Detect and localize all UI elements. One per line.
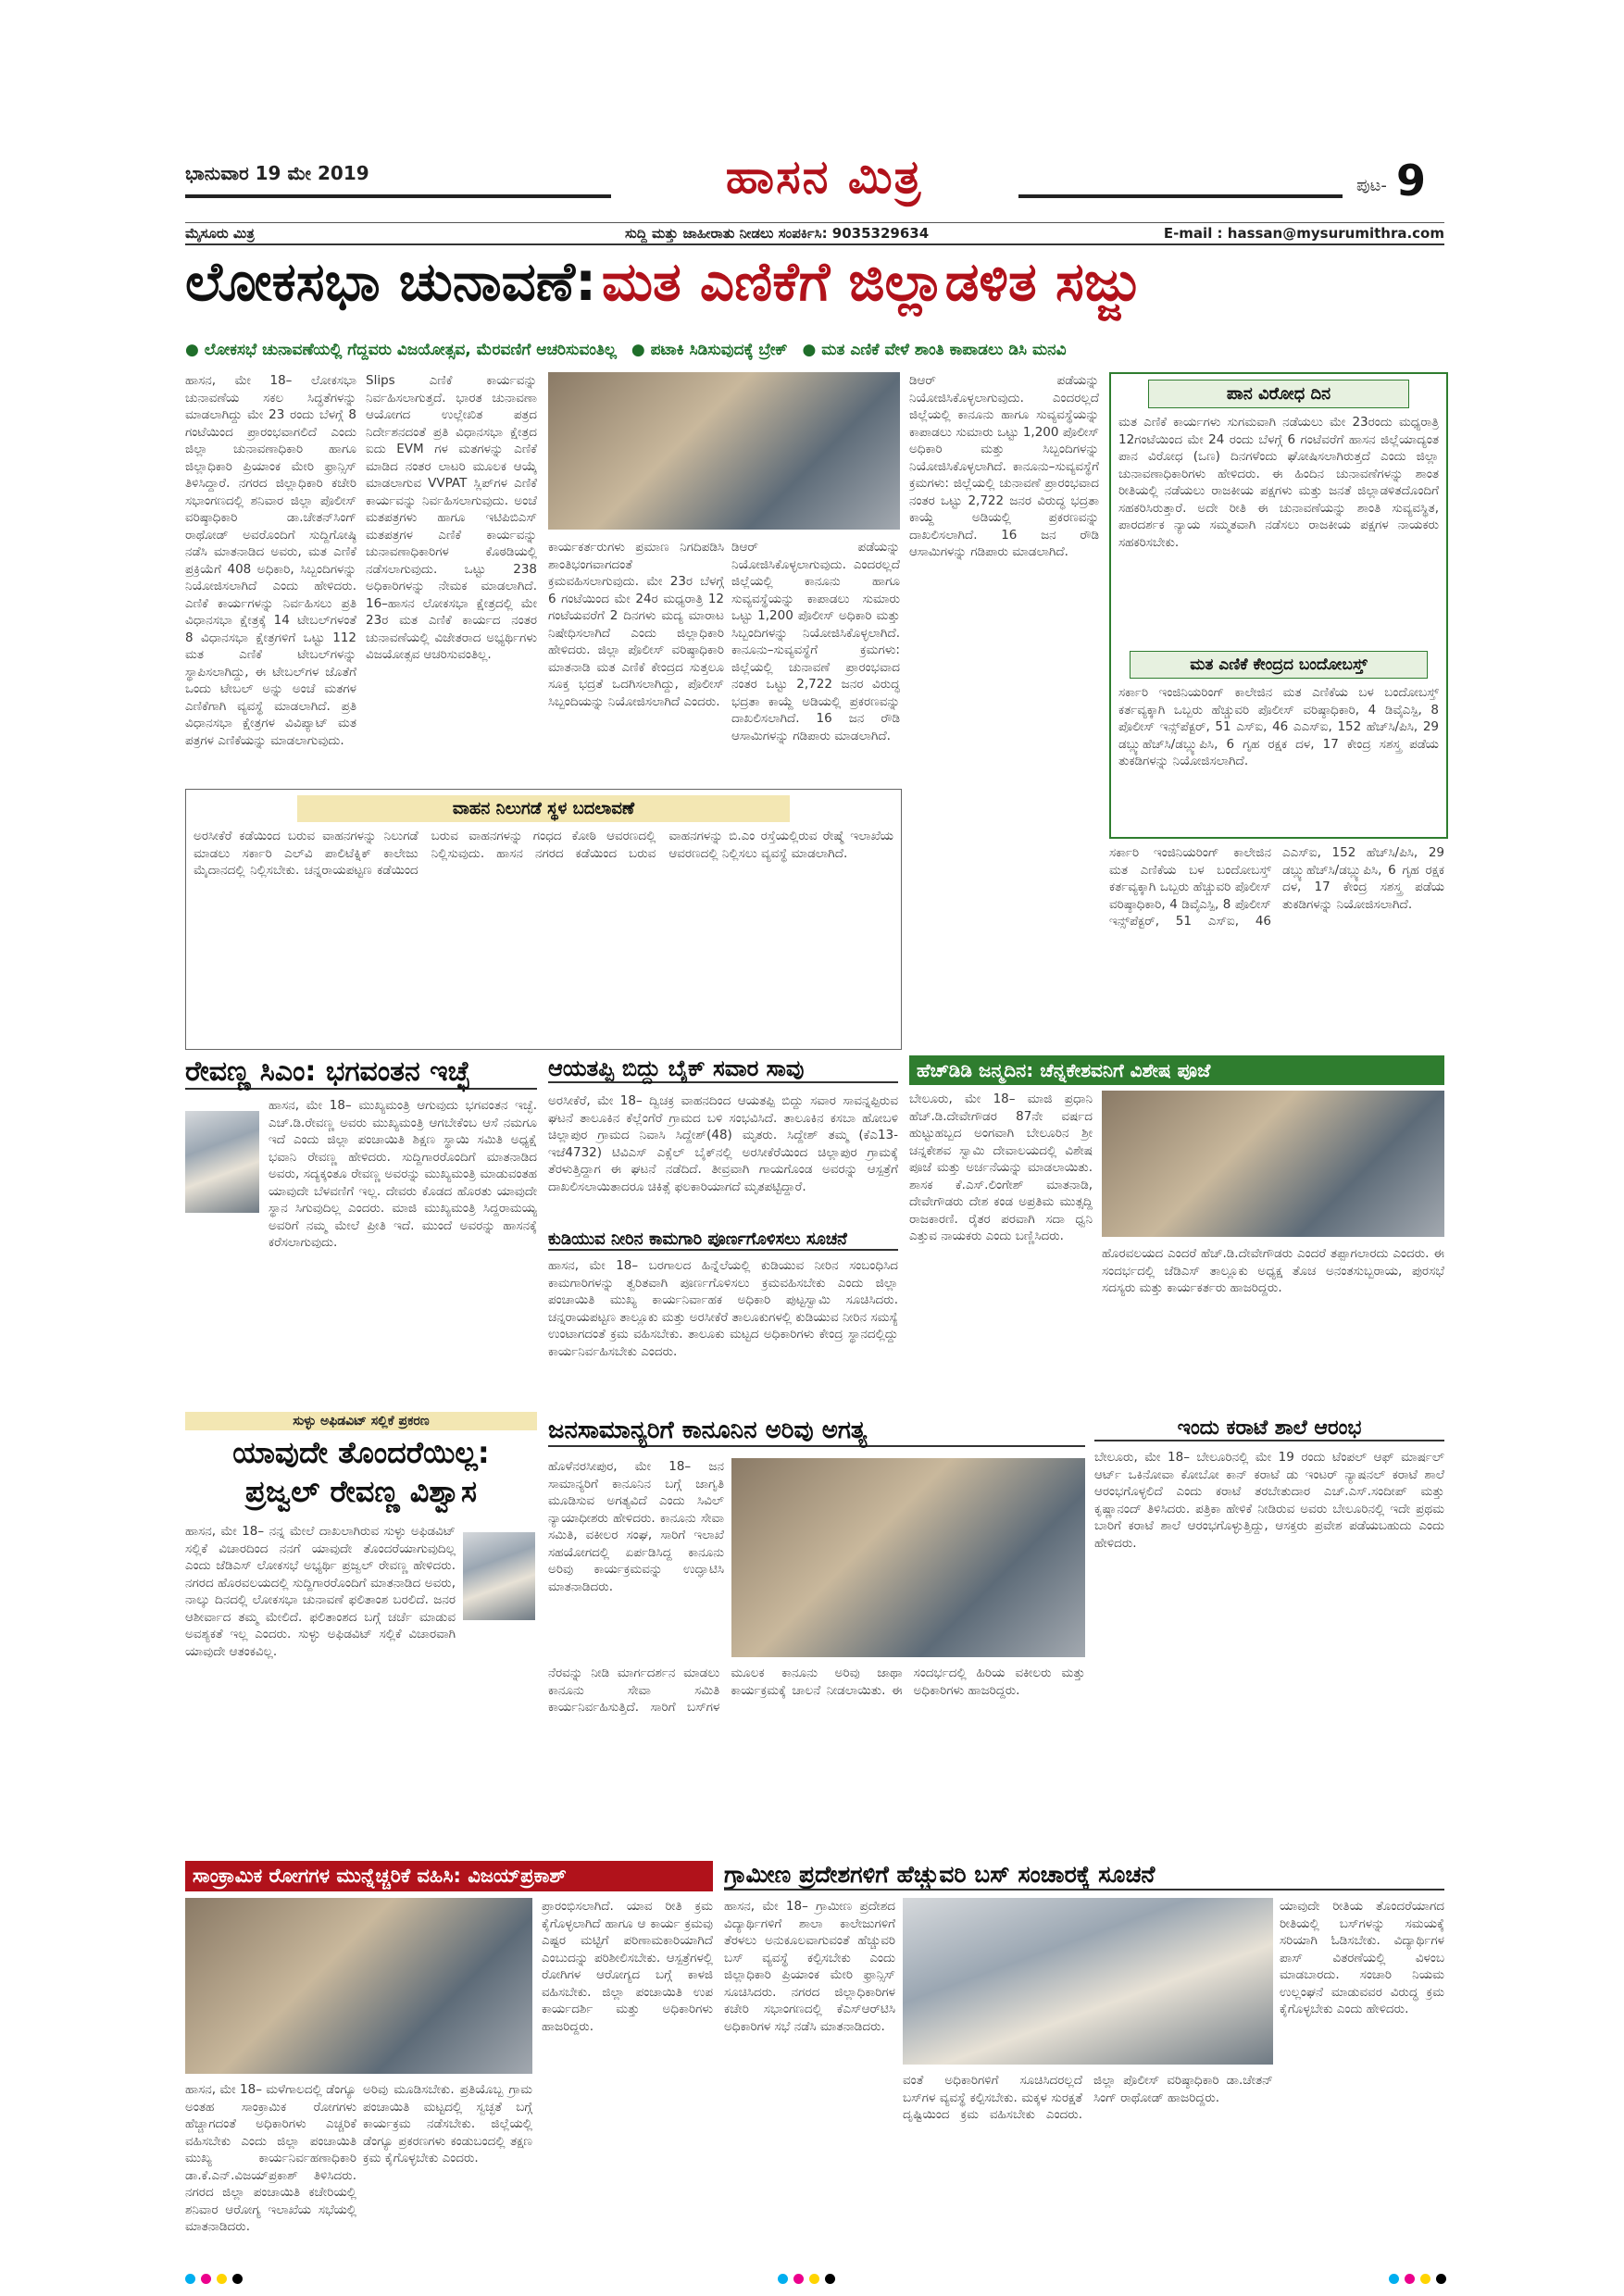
- registration-dot: [825, 2274, 835, 2284]
- bike-headline: ಆಯತಪ್ಪಿ ಬಿದ್ದು ಬೈಕ್ ಸವಾರ ಸಾವು: [548, 1055, 898, 1083]
- prajwal-photo: [463, 1532, 535, 1620]
- registration-dot: [201, 2274, 211, 2284]
- parking-title: ವಾಹನ ನಿಲುಗಡೆ ಸ್ಥಳ ಬದಲಾವಣೆ: [297, 795, 790, 822]
- registration-dot: [185, 2274, 195, 2284]
- karate-text: ಬೇಲೂರು, ಮೇ 18– ಬೇಲೂರಿನಲ್ಲಿ ಮೇ 19 ರಂದು ಟೆಂಪಲ್ ಆಫ್ ಮಾರ್ಷಲ್ ಆರ್ಟ್ ಒಕಿನೋವಾ ಕೋಬೋ ಕಾನ್ ಕರಾಟೆ ಡು ಇಂಟರ್ ನ್ಯಾಷನಲ್ ಕರಾಟೆ ಶಾಲೆ ಆರಂಭಗೊಳ್ಳಲಿದೆ ಎಂದು ಕರಾಟೆ ತರಬೇತುದಾರ ಎಚ್.ಎಸ್.ಸಂದೀಪ್ ಮತ್ತು ಕೃಷ್ಣಾನಂದ್ ತಿಳಿಸಿದರು. ಪತ್ರಿಕಾ ಹೇಳಿಕೆ ನೀಡಿರುವ ಅವರು ಬೇಲೂರಿನಲ್ಲಿ ಇದೇ ಪ್ರಥಮ ಬಾರಿಗೆ ಕರಾಟೆ ಶಾಲೆ ಆರಂಭಗೊಳ್ಳುತ್ತಿದ್ದು, ಆಸಕ್ತರು ಪ್ರವೇಶ ಪಡೆಯಬಹುದು ಎಂದು ಹೇಳಿದರು.: [1094, 1450, 1444, 1551]
- vijay-meeting-photo: [185, 1898, 532, 2074]
- bus-headline: ಗ್ರಾಮೀಣ ಪ್ರದೇಶಗಳಿಗೆ ಹೆಚ್ಚುವರಿ ಬಸ್ ಸಂಚಾರಕ್ಕೆ ಸೂಚನೆ: [724, 1861, 1444, 1890]
- masthead-strip: [185, 222, 1444, 245]
- registration-dots-right: [1389, 2270, 1452, 2288]
- lead-col-3: ಕಾರ್ಯಕರ್ತರುಗಳು ಪ್ರಮಾಣ ನಿಗದಿಪಡಿಸಿ ಶಾಂತಿಭಂಗವಾಗದಂತೆ ಕ್ರಮವಹಿಸಲಾಗುವುದು. ಮೇ 23ರ ಬೆಳಗ್ಗೆ 6 ಗಂಟೆಯಿಂದ ಮೇ 24ರ ಮಧ್ಯರಾತ್ರಿ 12 ಗಂಟೆಯವರೆಗೆ 2 ದಿನಗಳು ಮದ್ಯ ಮಾರಾಟ ನಿಷೇಧಿಸಲಾಗಿದೆ ಎಂದು ಜಿಲ್ಲಾಧಿಕಾರಿ ಹೇಳಿದರು. ಜಿಲ್ಲಾ ಪೊಲೀಸ್ ವರಿಷ್ಠಾಧಿಕಾರಿ ಮಾತನಾಡಿ ಮತ ಎಣಿಕೆ ಕೇಂದ್ರದ ಸುತ್ತಲೂ ಸೂಕ್ತ ಭದ್ರತೆ ಒದಗಿಸಲಾಗಿದ್ದು, ಪೊಲೀಸ್ ಸಿಬ್ಬಂದಿಯನ್ನು ನಿಯೋಜಿಸಲಾಗಿದೆ ಎಂದರು.: [548, 540, 724, 709]
- prajwal-kicker: ಸುಳ್ಳು ಅಫಿಡವಿಟ್ ಸಲ್ಲಿಕೆ ಪ್ರಕರಣ: [185, 1412, 537, 1430]
- prajwal-headline-1: ಯಾವುದೇ ತೊಂದರೆಯಿಲ್ಲ:: [232, 1435, 490, 1470]
- registration-dot: [1405, 2274, 1415, 2284]
- lead-headline-part1: ಲೋಕಸಭಾ ಚುನಾವಣೆ:: [185, 250, 597, 313]
- vijay-col-2: ಅರಿವು ಮೂಡಿಸಬೇಕು. ಪ್ರತಿಯೊಬ್ಬ ಗ್ರಾಮ ಪಂಚಾಯಿತಿ ಮಟ್ಟದಲ್ಲಿ ಸ್ವಚ್ಛತೆ ಬಗ್ಗೆ ಕಾರ್ಯಕ್ರಮ ನಡೆಸಬೇಕು. ಜಿಲ್ಲೆಯಲ್ಲಿ ಡೆಂಗ್ಯೂ ಪ್ರಕರಣಗಳು ಕಂಡುಬಂದಲ್ಲಿ ತಕ್ಷಣ ಕ್ರಮ ಕೈಗೊಳ್ಳಬೇಕು ಎಂದರು.: [363, 2082, 532, 2165]
- bullet-2: ● ಪಟಾಕಿ ಸಿಡಿಸುವುದಕ್ಕೆ ಬ್ರೇಕ್: [631, 341, 788, 359]
- registration-dot: [1420, 2274, 1430, 2284]
- vijay-col-1: ಹಾಸನ, ಮೇ 18– ಮಳೆಗಾಲದಲ್ಲಿ ಡೆಂಗ್ಯೂ ಅಂತಹ ಸಾಂಕ್ರಾಮಿಕ ರೋಗಗಳು ಹೆಚ್ಚಾಗದಂತೆ ಅಧಿಕಾರಿಗಳು ಎಚ್ಚರಿಕೆ ವಹಿಸಬೇಕು ಎಂದು ಜಿಲ್ಲಾ ಪಂಚಾಯಿತಿ ಮುಖ್ಯ ಕಾರ್ಯನಿರ್ವಹಣಾಧಿಕಾರಿ ಡಾ.ಕೆ.ಎನ್.ವಿಜಯ್‌ಪ್ರಕಾಶ್ ತಿಳಿಸಿದರು. ನಗರದ ಜಿಲ್ಲಾ ಪಂಚಾಯಿತಿ ಕಚೇರಿಯಲ್ಲಿ ಶನಿವಾರ ಆರೋಗ್ಯ ಇಲಾಖೆಯ ಸಭೆಯಲ್ಲಿ ಮಾತನಾಡಿದರು.: [185, 2082, 356, 2234]
- page-label: ಪುಟ-: [1356, 176, 1387, 195]
- water-text: ಹಾಸನ, ಮೇ 18– ಬರಗಾಲದ ಹಿನ್ನೆಲೆಯಲ್ಲಿ ಕುಡಿಯುವ ನೀರಿನ ಸಂಬಂಧಿಸಿದ ಕಾಮಗಾರಿಗಳನ್ನು ತ್ವರಿತವಾಗಿ ಪೂರ್ಣಗೊಳಿಸಲು ಕ್ರಮವಹಿಸಬೇಕು ಎಂದು ಜಿಲ್ಲಾ ಪಂಚಾಯಿತಿ ಮುಖ್ಯ ಕಾರ್ಯನಿರ್ವಾಹಕ ಅಧಿಕಾರಿ ಪುಟ್ಟಸ್ವಾಮಿ ಸೂಚಿಸಿದರು. ಚನ್ನರಾಯಪಟ್ಟಣ ತಾಲ್ಲೂಕು ಮತ್ತು ಅರಸೀಕೆರೆ ತಾಲೂಕುಗಳಲ್ಲಿ ಕುಡಿಯುವ ನೀರಿನ ಸಮಸ್ಯೆ ಉಂಟಾಗದಂತೆ ಕ್ರಮ ವಹಿಸಬೇಕು. ತಾಲೂಕು ಮಟ್ಟದ ಅಧಿಕಾರಿಗಳು ಕೇಂದ್ರ ಸ್ಥಾನದಲ್ಲಿದ್ದು ಕಾರ್ಯನಿರ್ವಹಿಸಬೇಕು ಎಂದರು.: [548, 1258, 898, 1359]
- lead-col-4: ಡಿಆರ್ ಪಡೆಯನ್ನು ನಿಯೋಜಿಸಿಕೊಳ್ಳಲಾಗುವುದು. ಎಂದರಲ್ಲದೆ ಜಿಲ್ಲೆಯಲ್ಲಿ ಕಾನೂನು ಹಾಗೂ ಸುವ್ಯವಸ್ಥೆಯನ್ನು ಕಾಪಾಡಲು ಸುಮಾರು ಒಟ್ಟು 1,200 ಪೊಲೀಸ್ ಅಧಿಕಾರಿ ಮತ್ತು ಸಿಬ್ಬಂದಿಗಳನ್ನು ನಿಯೋಜಿಸಿಕೊಳ್ಳಲಾಗಿದೆ. ಕಾನೂನು–ಸುವ್ಯವಸ್ಥೆಗೆ ಕ್ರಮಗಳು: ಜಿಲ್ಲೆಯಲ್ಲಿ ಚುನಾವಣೆ ಪ್ರಾರಂಭವಾದ ನಂತರ ಒಟ್ಟು 2,722 ಜನರ ವಿರುದ್ಧ ಭದ್ರತಾ ಕಾಯ್ದೆ ಅಡಿಯಲ್ಲಿ ಪ್ರಕರಣವನ್ನು ದಾಖಲಿಸಲಾಗಿದೆ. 16 ಜನ ರೌಡಿ ಆಸಾಮಿಗಳನ್ನು ಗಡಿಪಾರು ಮಾಡಲಾಗಿದೆ.: [909, 373, 1099, 559]
- masthead-title: ಹಾಸನ ಮಿತ್ರ: [725, 150, 923, 204]
- bus-text-2: ವಂತೆ ಅಧಿಕಾರಿಗಳಿಗೆ ಸೂಚಿಸಿದರಲ್ಲದೆ ಬಸ್‌ಗಳ ವ್ಯವಸ್ಥೆ ಕಲ್ಪಿಸಬೇಕು. ಮಕ್ಕಳ ಸುರಕ್ಷತೆ ದೃಷ್ಟಿಯಿಂದ ಕ್ರಮ ವಹಿಸಬೇಕು ಎಂದರು. ಜಿಲ್ಲಾ ಪೊಲೀಸ್ ವರಿಷ್ಠಾಧಿಕಾರಿ ಡಾ.ಚೇತನ್ ಸಿಂಗ್ ರಾಥೋಡ್ ಹಾಜರಿದ್ದರು.: [903, 2073, 1273, 2122]
- lead-headline-part2: ಮತ ಎಣಿಕೆಗೆ ಜಿಲ್ಲಾಡಳಿತ ಸಜ್ಜು: [601, 250, 1142, 313]
- registration-dot: [778, 2274, 788, 2284]
- parking-text: ಅರಸೀಕೆರೆ ಕಡೆಯಿಂದ ಬರುವ ವಾಹನಗಳನ್ನು ನಿಲುಗಡೆ ಮಾಡಲು ಸರ್ಕಾರಿ ಎಲ್‌ವಿ ಪಾಲಿಟೆಕ್ನಿಕ್ ಕಾಲೇಜು ಮೈದಾನದಲ್ಲಿ ನಿಲ್ಲಿಸಬೇಕು. ಚನ್ನರಾಯಪಟ್ಟಣ ಕಡೆಯಿಂದ ಬರುವ ವಾಹನಗಳನ್ನು ಗಂಧದ ಕೋಠಿ ಆವರಣದಲ್ಲಿ ನಿಲ್ಲಿಸುವುದು. ಹಾಸನ ನಗರದ ಕಡೆಯಿಂದ ಬರುವ ವಾಹನಗಳನ್ನು ಬಿ.ಎಂ ರಸ್ತೆಯಲ್ಲಿರುವ ರೇಷ್ಮೆ ಇಲಾಖೆಯ ಆವರಣದಲ್ಲಿ ನಿಲ್ಲಿಸಲು ವ್ಯವಸ್ಥೆ ಮಾಡಲಾಗಿದೆ.: [194, 829, 893, 878]
- registration-dot: [232, 2274, 243, 2284]
- masthead-date: ಭಾನುವಾರ 19 ಮೇ 2019: [185, 162, 369, 184]
- lead-bullets: [185, 341, 1444, 365]
- bike-text: ಅರಸೀಕೆರೆ, ಮೇ 18– ದ್ವಿಚಕ್ರ ವಾಹನದಿಂದ ಆಯತಪ್ಪಿ ಬಿದ್ದು ಸವಾರ ಸಾವನ್ನಪ್ಪಿರುವ ಘಟನೆ ತಾಲೂಕಿನ ಕೆಲ್ಲೆಂಗೆರೆ ಗ್ರಾಮದ ಬಳಿ ಸಂಭವಿಸಿದೆ. ತಾಲೂಕಿನ ಕಸಬಾ ಹೋಬಳಿ ಚಿಲ್ಲಾಪುರ ಗ್ರಾಮದ ನಿವಾಸಿ ಸಿದ್ದೇಶ್(48) ಮೃತರು. ಸಿದ್ದೇಶ್ ತಮ್ಮ (ಕೆಎ13-ಇಜೆ4732) ಟಿವಿಎಸ್ ಎಕ್ಸೆಲ್ ಬೈಕ್‌ನಲ್ಲಿ ಅರಸೀಕೆರೆಯಿಂದ ಚಿಲ್ಲಾಪುರ ಗ್ರಾಮಕ್ಕೆ ತೆರಳುತ್ತಿದ್ದಾಗ ಈ ಘಟನೆ ನಡೆದಿದೆ. ತೀವ್ರವಾಗಿ ಗಾಯಗೊಂಡ ಅವರನ್ನು ಆಸ್ಪತ್ರೆಗೆ ದಾಖಲಿಸಲಾಯಿತಾದರೂ ಚಿಕಿತ್ಸೆ ಫಲಕಾರಿಯಾಗದೆ ಮೃತಪಟ್ಟಿದ್ದಾರೆ.: [548, 1093, 898, 1194]
- page-number: 9: [1396, 156, 1427, 206]
- registration-dot: [1436, 2274, 1446, 2284]
- law-text-left: ಹೊಳೆನರಸೀಪುರ, ಮೇ 18– ಜನ ಸಾಮಾನ್ಯರಿಗೆ ಕಾನೂನಿನ ಬಗ್ಗೆ ಜಾಗೃತಿ ಮೂಡಿಸುವ ಅಗತ್ಯವಿದೆ ಎಂದು ಸಿವಿಲ್ ನ್ಯಾಯಾಧೀಶರು ಹೇಳಿದರು. ಕಾನೂನು ಸೇವಾ ಸಮಿತಿ, ವಕೀಲರ ಸಂಘ, ಸಾರಿಗೆ ಇಲಾಖೆ ಸಹಯೋಗದಲ್ಲಿ ಏರ್ಪಡಿಸಿದ್ದ ಕಾನೂನು ಅರಿವು ಕಾರ್ಯಕ್ರಮವನ್ನು ಉದ್ಘಾಟಿಸಿ ಮಾತನಾಡಿದರು.: [548, 1459, 724, 1594]
- registration-dot: [217, 2274, 227, 2284]
- lead-col-1: ಹಾಸನ, ಮೇ 18– ಲೋಕಸಭಾ ಚುನಾವಣೆಯ ಸಕಲ ಸಿದ್ಧತೆಗಳನ್ನು ಮಾಡಲಾಗಿದ್ದು ಮೇ 23 ರಂದು ಬೆಳಗ್ಗೆ 8 ಗಂಟೆಯಿಂದ ಪ್ರಾರಂಭವಾಗಲಿದೆ ಎಂದು ಜಿಲ್ಲಾ ಚುನಾವಣಾಧಿಕಾರಿ ಹಾಗೂ ಜಿಲ್ಲಾಧಿಕಾರಿ ಪ್ರಿಯಾಂಕ ಮೇರಿ ಫ್ರಾನ್ಸಿಸ್ ತಿಳಿಸಿದ್ದಾರೆ. ನಗರದ ಜಿಲ್ಲಾಧಿಕಾರಿ ಕಚೇರಿ ಸಭಾಂಗಣದಲ್ಲಿ ಶನಿವಾರ ಜಿಲ್ಲಾ ಪೊಲೀಸ್ ವರಿಷ್ಠಾಧಿಕಾರಿ ಡಾ.ಚೇತನ್‌ಸಿಂಗ್ ರಾಥೋಡ್ ಅವರೊಂದಿಗೆ ಸುದ್ದಿಗೋಷ್ಠಿ ನಡೆಸಿ ಮಾತನಾಡಿದ ಅವರು, ಮತ ಎಣಿಕೆ ಪ್ರಕ್ರಿಯೆಗೆ 408 ಅಧಿಕಾರಿ, ಸಿಬ್ಬಂದಿಗಳನ್ನು ನಿಯೋಜಿಸಲಾಗಿದೆ ಎಂದು ಹೇಳಿದರು. ಎಣಿಕೆ ಕಾರ್ಯಗಳನ್ನು ನಿರ್ವಹಿಸಲು ಪ್ರತಿ ವಿಧಾನಸಭಾ ಕ್ಷೇತ್ರಕ್ಕೆ 14 ಟೇಬಲ್‌ಗಳಂತೆ 8 ವಿಧಾನಸಭಾ ಕ್ಷೇತ್ರಗಳಿಗೆ ಒಟ್ಟು 112 ಮತ ಎಣಿಕೆ ಟೇಬಲ್‌ಗಳನ್ನು ಸ್ಥಾಪಿಸಲಾಗಿದ್ದು, ಈ ಟೇಬಲ್‌ಗಳ ಜೊತೆಗೆ ಒಂದು ಟೇಬಲ್ ಅನ್ನು ಅಂಚೆ ಮತಗಳ ಎಣಿಕೆಗಾಗಿ ವ್ಯವಸ್ಥೆ ಮಾಡಲಾಗಿದೆ. ಪ್ರತಿ ವಿಧಾನಸಭಾ ಕ್ಷೇತ್ರಗಳ ವಿವಿಪ್ಯಾಟ್ ಮತ ಪತ್ರಗಳ ಎಣಿಕೆಯನ್ನು ಮಾಡಲಾಗುವುದು.: [185, 373, 356, 748]
- bhavani-revanna-photo: [185, 1111, 259, 1213]
- hdd-temple-photo: [1102, 1091, 1444, 1237]
- registration-dots-center: [778, 2270, 841, 2288]
- liquor-ban-box: [1109, 372, 1448, 839]
- revanna-headline: ರೇವಣ್ಣ ಸಿಎಂ: ಭಗವಂತನ ಇಚ್ಛೆ: [185, 1055, 537, 1090]
- bullet-1: ● ಲೋಕಸಭೆ ಚುನಾವಣೆಯಲ್ಲಿ ಗೆದ್ದವರು ವಿಜಯೋತ್ಸವ, ಮೆರವಣಿಗೆ ಆಚರಿಸುವಂತಿಲ್ಲ: [185, 341, 617, 359]
- law-text-bottom: ನೆರವನ್ನು ನೀಡಿ ಮಾರ್ಗದರ್ಶನ ಮಾಡಲು ಕಾನೂನು ಸೇವಾ ಸಮಿತಿ ಕಾರ್ಯನಿರ್ವಹಿಸುತ್ತಿದೆ. ಸಾರಿಗೆ ಬಸ್‌ಗಳ ಮೂಲಕ ಕಾನೂನು ಅರಿವು ಜಾಥಾ ಕಾರ್ಯಕ್ರಮಕ್ಕೆ ಚಾಲನೆ ನೀಡಲಾಯಿತು. ಈ ಸಂದರ್ಭದಲ್ಲಿ ಹಿರಿಯ ವಕೀಲರು ಮತ್ತು ಅಧಿಕಾರಿಗಳು ಹಾಜರಿದ್ದರು.: [548, 1666, 1085, 1715]
- lead-headline: [185, 250, 1444, 333]
- hdd-text-2: ಹೊರವಲಯದ ಎಂದರೆ ಹೆಚ್.ಡಿ.ದೇವೇಗೌಡರು ಎಂದರೆ ತಪ್ಪಾಗಲಾರದು ಎಂದರು. ಈ ಸಂದರ್ಭದಲ್ಲಿ ಜೆಡಿಎಸ್ ತಾಲ್ಲೂಕು ಅಧ್ಯಕ್ಷ ತೊಚ ಅನಂತಸುಬ್ಬರಾಯ, ಪುರಸಭೆ ಸದಸ್ಯರು ಮತ್ತು ಕಾರ್ಯಕರ್ತರು ಹಾಜರಿದ್ದರು.: [1102, 1246, 1444, 1295]
- registration-dots-left: [185, 2270, 248, 2288]
- lead-col-2: Slips ಎಣಿಕೆ ಕಾರ್ಯವನ್ನು ನಿರ್ವಹಿಸಲಾಗುತ್ತದೆ. ಭಾರತ ಚುನಾವಣಾ ಆಯೋಗದ ಉಲ್ಲೇಖಿತ ಪತ್ರದ ನಿರ್ದೇಶನದಂತೆ ಪ್ರತಿ ವಿಧಾನಸಭಾ ಕ್ಷೇತ್ರದ ಐದು EVM ಗಳ ಮತಗಳನ್ನು ಎಣಿಕೆ ಮಾಡಿದ ನಂತರ ಲಾಟರಿ ಮೂಲಕ ಆಯ್ಕೆ ಮಾಡಲಾಗುವ VVPAT ಸ್ಲಿಪ್‌ಗಳ ಎಣಿಕೆ ಕಾರ್ಯವನ್ನು ನಿರ್ವಹಿಸಲಾಗುವುದು. ಅಂಚೆ ಮತಪತ್ರಗಳು ಹಾಗೂ ಇಟಿಪಿಬಿಎಸ್ ಮತಪತ್ರಗಳ ಎಣಿಕೆ ಕಾರ್ಯವನ್ನು ಚುನಾವಣಾಧಿಕಾರಿಗಳ ಕೊಠಡಿಯಲ್ಲಿ ನಡೆಸಲಾಗುವುದು. ಒಟ್ಟು 238 ಅಧಿಕಾರಿಗಳನ್ನು ನೇಮಕ ಮಾಡಲಾಗಿದೆ. 16–ಹಾಸನ ಲೋಕಸಭಾ ಕ್ಷೇತ್ರದಲ್ಲಿ ಮೇ 23ರ ಮತ ಎಣಿಕೆ ಕಾರ್ಯದ ನಂತರ ಚುನಾವಣೆಯಲ್ಲಿ ವಿಜೇತರಾದ ಅಭ್ಯರ್ಥಿಗಳು ವಿಜಯೋತ್ಸವ ಆಚರಿಸುವಂತಿಲ್ಲ.: [366, 373, 537, 662]
- prajwal-text: ಹಾಸನ, ಮೇ 18– ನನ್ನ ಮೇಲೆ ದಾಖಲಾಗಿರುವ ಸುಳ್ಳು ಅಫಿಡವಿಟ್ ಸಲ್ಲಿಕೆ ವಿಚಾರದಿಂದ ನನಗೆ ಯಾವುದೇ ತೊಂದರೆಯಾಗುವುದಿಲ್ಲ ಎಂದು ಜೆಡಿಎಸ್ ಲೋಕಸಭೆ ಅಭ್ಯರ್ಥಿ ಪ್ರಜ್ವಲ್ ರೇವಣ್ಣ ಹೇಳಿದರು. ನಗರದ ಹೊರವಲಯದಲ್ಲಿ ಸುದ್ದಿಗಾರರೊಂದಿಗೆ ಮಾತನಾಡಿದ ಅವರು, ನಾಲ್ಕು ದಿನದಲ್ಲಿ ಲೋಕಸಭಾ ಚುನಾವಣೆ ಫಲಿತಾಂಶ ಬರಲಿದೆ. ಜನರ ಆಶೀರ್ವಾದ ತಮ್ಮ ಮೇಲಿದೆ. ಫಲಿತಾಂಶದ ಬಗ್ಗೆ ಚರ್ಚೆ ಮಾಡುವ ಅವಶ್ಯಕತೆ ಇಲ್ಲ ಎಂದರು. ಸುಳ್ಳು ಅಫಿಡವಿಟ್ ಸಲ್ಲಿಕೆ ವಿಚಾರವಾಗಿ ಯಾವುದೇ ಆತಂಕವಿಲ್ಲ.: [185, 1524, 456, 1659]
- lead-continuation: ಸರ್ಕಾರಿ ಇಂಜಿನಿಯರಿಂಗ್ ಕಾಲೇಜಿನ ಮತ ಎಣಿಕೆಯ ಬಳ ಬಂದೋಬಸ್ತ್ ಕರ್ತವ್ಯಕ್ಕಾಗಿ ಒಬ್ಬರು ಹೆಚ್ಚುವರಿ ಪೊಲೀಸ್ ವರಿಷ್ಠಾಧಿಕಾರಿ, 4 ಡಿವೈಎಸ್ಪಿ, 8 ಪೊಲೀಸ್ ಇನ್ಸ್‌ಪೆಕ್ಟರ್, 51 ಎಸ್ಐ, 46 ಎಎಸ್ಐ, 152 ಹೆಚ್‌ಸಿ/ಪಿಸಿ, 29 ಡಬ್ಲ್ಯುಹೆಚ್‌ಸಿ/ಡಬ್ಲ್ಯುಪಿಸಿ, 6 ಗೃಹ ರಕ್ಷಕ ದಳ, 17 ಕೇಂದ್ರ ಸಶಸ್ತ್ರ ಪಡೆಯ ತುಕಡಿಗಳನ್ನು ನಿಯೋಜಿಸಲಾಗಿದೆ.: [1109, 845, 1444, 929]
- registration-dot: [793, 2274, 804, 2284]
- security-text: ಸರ್ಕಾರಿ ಇಂಜಿನಿಯರಿಂಗ್ ಕಾಲೇಜಿನ ಮತ ಎಣಿಕೆಯ ಬಳ ಬಂದೋಬಸ್ತ್ ಕರ್ತವ್ಯಕ್ಕಾಗಿ ಒಬ್ಬರು ಹೆಚ್ಚುವರಿ ಪೊಲೀಸ್ ವರಿಷ್ಠಾಧಿಕಾರಿ, 4 ಡಿವೈಎಸ್ಪಿ, 8 ಪೊಲೀಸ್ ಇನ್ಸ್‌ಪೆಕ್ಟರ್, 51 ಎಸ್ಐ, 46 ಎಎಸ್ಐ, 152 ಹೆಚ್‌ಸಿ/ಪಿಸಿ, 29 ಡಬ್ಲ್ಯುಹೆಚ್‌ಸಿ/ಡಬ್ಲ್ಯುಪಿಸಿ, 6 ಗೃಹ ರಕ್ಷಕ ದಳ, 17 ಕೇಂದ್ರ ಸಶಸ್ತ್ರ ಪಡೆಯ ತುಕಡಿಗಳನ್ನು ನಿಯೋಜಿಸಲಾಗಿದೆ.: [1118, 685, 1439, 768]
- contact-line: ಸುದ್ದಿ ಮತ್ತು ಜಾಹೀರಾತು ನೀಡಲು ಸಂಪರ್ಕಿಸಿ: 9035329634: [625, 225, 930, 242]
- bus-meeting-photo: [903, 1898, 1273, 2065]
- bus-text-3: ಯಾವುದೇ ರೀತಿಯ ತೊಂದರೆಯಾಗದ ರೀತಿಯಲ್ಲಿ ಬಸ್‌ಗಳನ್ನು ಸಮಯಕ್ಕೆ ಸರಿಯಾಗಿ ಓಡಿಸಬೇಕು. ವಿದ್ಯಾರ್ಥಿಗಳ ಪಾಸ್ ವಿತರಣೆಯಲ್ಲಿ ವಿಳಂಬ ಮಾಡಬಾರದು. ಸಂಚಾರಿ ನಿಯಮ ಉಲ್ಲಂಘನೆ ಮಾಡುವವರ ವಿರುದ್ಧ ಕ್ರಮ ಕೈಗೊಳ್ಳಬೇಕು ಎಂದು ಹೇಳಿದರು.: [1280, 1899, 1444, 2016]
- water-headline: ಕುಡಿಯುವ ನೀರಿನ ಕಾಮಗಾರಿ ಪೂರ್ಣಗೊಳಿಸಲು ಸೂಚನೆ: [548, 1229, 898, 1251]
- security-title: ಮತ ಎಣಿಕೆ ಕೇಂದ್ರದ ಬಂದೋಬಸ್ತ್: [1130, 651, 1428, 679]
- liquor-ban-title: ಪಾನ ವಿರೋಧ ದಿನ: [1148, 380, 1409, 408]
- law-photo: [731, 1458, 1085, 1657]
- parking-box: [185, 789, 902, 1050]
- masthead-rule-right: [1018, 194, 1343, 198]
- revanna-text: ಹಾಸನ, ಮೇ 18– ಮುಖ್ಯಮಂತ್ರಿ ಆಗುವುದು ಭಗವಂತನ ಇಚ್ಛೆ. ಎಚ್.ಡಿ.ರೇವಣ್ಣ ಅವರು ಮುಖ್ಯಮಂತ್ರಿ ಆಗಬೇಕೆಂಬ ಆಸೆ ನಮಗೂ ಇದೆ ಎಂದು ಜಿಲ್ಲಾ ಪಂಚಾಯಿತಿ ಶಿಕ್ಷಣ ಸ್ಥಾಯಿ ಸಮಿತಿ ಅಧ್ಯಕ್ಷೆ ಭವಾನಿ ರೇವಣ್ಣ ಹೇಳಿದರು. ಸುದ್ದಿಗಾರರೊಂದಿಗೆ ಮಾತನಾಡಿದ ಅವರು, ಸದ್ಯಕ್ಕಂತೂ ರೇವಣ್ಣ ಅವರನ್ನು ಮುಖ್ಯಮಂತ್ರಿ ಮಾಡುವಂತಹ ಯಾವುದೇ ಬೆಳವಣಿಗೆ ಇಲ್ಲ. ದೇವರು ಕೊಡದ ಹೊರತು ಯಾವುದೇ ಸ್ಥಾನ ಸಿಗುವುದಿಲ್ಲ ಎಂದರು. ಮಾಜಿ ಮುಖ್ಯಮಂತ್ರಿ ಸಿದ್ದರಾಮಯ್ಯ ಅವರಿಗೆ ನಮ್ಮ ಮೇಲೆ ಪ್ರೀತಿ ಇದೆ. ಮುಂದೆ ಅವರನ್ನು ಹಾಸನಕ್ಕೆ ಕರೆಸಲಾಗುವುದು.: [269, 1098, 537, 1250]
- left-tag: ಮೈಸೂರು ಮಿತ್ರ: [185, 225, 255, 242]
- vijay-col-3: ಪ್ರಾರಂಭಿಸಲಾಗಿದೆ. ಯಾವ ರೀತಿ ಕ್ರಮ ಕೈಗೊಳ್ಳಲಾಗಿದೆ ಹಾಗೂ ಆ ಕಾರ್ಯ ಕ್ರಮವು ಎಷ್ಟರ ಮಟ್ಟಿಗೆ ಪರಿಣಾಮಕಾರಿಯಾಗಿದೆ ಎಂಬುದನ್ನು ಪರಿಶೀಲಿಸಬೇಕು. ಆಸ್ಪತ್ರೆಗಳಲ್ಲಿ ರೋಗಿಗಳ ಆರೋಗ್ಯದ ಬಗ್ಗೆ ಕಾಳಜಿ ವಹಿಸಬೇಕು. ಜಿಲ್ಲಾ ಪಂಚಾಯಿತಿ ಉಪ ಕಾರ್ಯದರ್ಶಿ ಮತ್ತು ಅಧಿಕಾರಿಗಳು ಹಾಜರಿದ್ದರು.: [542, 1899, 713, 2034]
- email-line: E-mail : hassan@mysurumithra.com: [1163, 225, 1444, 242]
- hdd-text: ಬೇಲೂರು, ಮೇ 18– ಮಾಜಿ ಪ್ರಧಾನಿ ಹೆಚ್.ಡಿ.ದೇವೇಗೌಡರ 87ನೇ ವರ್ಷದ ಹುಟ್ಟುಹಬ್ಬದ ಅಂಗವಾಗಿ ಬೇಲೂರಿನ ಶ್ರೀ ಚನ್ನಕೇಶವ ಸ್ವಾಮಿ ದೇವಾಲಯದಲ್ಲಿ ವಿಶೇಷ ಪೂಜೆ ಮತ್ತು ಅರ್ಚನೆಯನ್ನು ಮಾಡಲಾಯಿತು. ಶಾಸಕ ಕೆ.ಎಸ್.ಲಿಂಗೇಶ್ ಮಾತನಾಡಿ, ದೇವೇಗೌಡರು ದೇಶ ಕಂಡ ಅಪ್ರತಿಮ ಮುತ್ಸದ್ದಿ ರಾಜಕಾರಣಿ. ರೈತರ ಪರವಾಗಿ ಸದಾ ಧ್ವನಿ ಎತ್ತುವ ನಾಯಕರು ಎಂದು ಬಣ್ಣಿಸಿದರು.: [909, 1092, 1093, 1243]
- registration-dot: [1389, 2274, 1399, 2284]
- lead-press-photo: [548, 372, 900, 530]
- bullet-3: ● ಮತ ಎಣಿಕೆ ವೇಳೆ ಶಾಂತಿ ಕಾಪಾಡಲು ಡಿಸಿ ಮನವಿ: [802, 341, 1067, 359]
- vijay-headline: ಸಾಂಕ್ರಾಮಿಕ ರೋಗಗಳ ಮುನ್ನೆಚ್ಚರಿಕೆ ವಹಿಸಿ: ವಿಜಯ್‌ಪ್ರಕಾಶ್: [185, 1861, 713, 1891]
- liquor-ban-text: ಮತ ಎಣಿಕೆ ಕಾರ್ಯಗಳು ಸುಗಮವಾಗಿ ನಡೆಯಲು ಮೇ 23ರಂದು ಮಧ್ಯರಾತ್ರಿ 12ಗಂಟೆಯಿಂದ ಮೇ 24 ರಂದು ಬೆಳಗ್ಗೆ 6 ಗಂಟೆವರೆಗೆ ಹಾಸನ ಜಿಲ್ಲೆಯಾದ್ಯಂತ ಪಾನ ವಿರೋಧ (ಒಣ) ದಿನಗಳೆಂದು ಘೋಷಿಸಲಾಗಿರುತ್ತದೆ ಎಂದು ಜಿಲ್ಲಾ ಚುನಾವಣಾಧಿಕಾರಿಗಳು ಹೇಳಿದರು. ಈ ಹಿಂದಿನ ಚುನಾವಣೆಗಳನ್ನು ಶಾಂತ ರೀತಿಯಲ್ಲಿ ನಡೆಯಲು ರಾಜಕೀಯ ಪಕ್ಷಗಳು ಮತ್ತು ಜನತೆ ಜಿಲ್ಲಾಡಳಿತದೊಂದಿಗೆ ಸಹಕರಿಸಿರುತ್ತಾರೆ. ಅದೇ ರೀತಿ ಈ ಚುನಾವಣೆಯನ್ನು ಶಾಂತಿ ಸುವ್ಯವಸ್ಥಿತ, ಪಾರದರ್ಶಕ ನ್ಯಾಯ ಸಮ್ಮತವಾಗಿ ನಡೆಸಲು ರಾಜಕೀಯ ಪಕ್ಷಗಳ ನಾಯಕರು ಸಹಕರಿಸಬೇಕು.: [1118, 415, 1439, 550]
- masthead-rule-left: [185, 194, 611, 198]
- karate-headline: ಇಂದು ಕರಾಟೆ ಶಾಲೆ ಆರಂಭ: [1094, 1416, 1444, 1441]
- law-headline: ಜನಸಾಮಾನ್ಯರಿಗೆ ಕಾನೂನಿನ ಅರಿವು ಅಗತ್ಯ: [548, 1416, 1085, 1447]
- hdd-headline: ಹೆಚ್‌ಡಿಡಿ ಜನ್ಮದಿನ: ಚೆನ್ನಕೇಶವನಿಗೆ ವಿಶೇಷ ಪೂಜೆ: [909, 1055, 1444, 1085]
- bus-text: ಹಾಸನ, ಮೇ 18– ಗ್ರಾಮೀಣ ಪ್ರದೇಶದ ವಿದ್ಯಾರ್ಥಿಗಳಿಗೆ ಶಾಲಾ ಕಾಲೇಜುಗಳಿಗೆ ತೆರಳಲು ಅನುಕೂಲವಾಗುವಂತೆ ಹೆಚ್ಚುವರಿ ಬಸ್ ವ್ಯವಸ್ಥೆ ಕಲ್ಪಿಸಬೇಕು ಎಂದು ಜಿಲ್ಲಾಧಿಕಾರಿ ಪ್ರಿಯಾಂಕ ಮೇರಿ ಫ್ರಾನ್ಸಿಸ್ ಸೂಚಿಸಿದರು. ನಗರದ ಜಿಲ್ಲಾಧಿಕಾರಿಗಳ ಕಚೇರಿ ಸಭಾಂಗಣದಲ್ಲಿ ಕೆಎಸ್‌ಆರ್‌ಟಿಸಿ ಅಧಿಕಾರಿಗಳ ಸಭೆ ನಡೆಸಿ ಮಾತನಾಡಿದರು.: [724, 1899, 895, 2034]
- prajwal-headline-2: ಪ್ರಜ್ವಲ್ ರೇವಣ್ಣ ವಿಶ್ವಾಸ: [245, 1474, 477, 1509]
- registration-dot: [809, 2274, 819, 2284]
- lead-col-3b: ಡಿಆರ್ ಪಡೆಯನ್ನು ನಿಯೋಜಿಸಿಕೊಳ್ಳಲಾಗುವುದು. ಎಂದರಲ್ಲದೆ ಜಿಲ್ಲೆಯಲ್ಲಿ ಕಾನೂನು ಹಾಗೂ ಸುವ್ಯವಸ್ಥೆಯನ್ನು ಕಾಪಾಡಲು ಸುಮಾರು ಒಟ್ಟು 1,200 ಪೊಲೀಸ್ ಅಧಿಕಾರಿ ಮತ್ತು ಸಿಬ್ಬಂದಿಗಳನ್ನು ನಿಯೋಜಿಸಿಕೊಳ್ಳಲಾಗಿದೆ. ಕಾನೂನು–ಸುವ್ಯವಸ್ಥೆಗೆ ಕ್ರಮಗಳು: ಜಿಲ್ಲೆಯಲ್ಲಿ ಚುನಾವಣೆ ಪ್ರಾರಂಭವಾದ ನಂತರ ಒಟ್ಟು 2,722 ಜನರ ವಿರುದ್ಧ ಭದ್ರತಾ ಕಾಯ್ದೆ ಅಡಿಯಲ್ಲಿ ಪ್ರಕರಣವನ್ನು ದಾಖಲಿಸಲಾಗಿದೆ. 16 ಜನ ರೌಡಿ ಆಸಾಮಿಗಳನ್ನು ಗಡಿಪಾರು ಮಾಡಲಾಗಿದೆ.: [731, 540, 900, 743]
